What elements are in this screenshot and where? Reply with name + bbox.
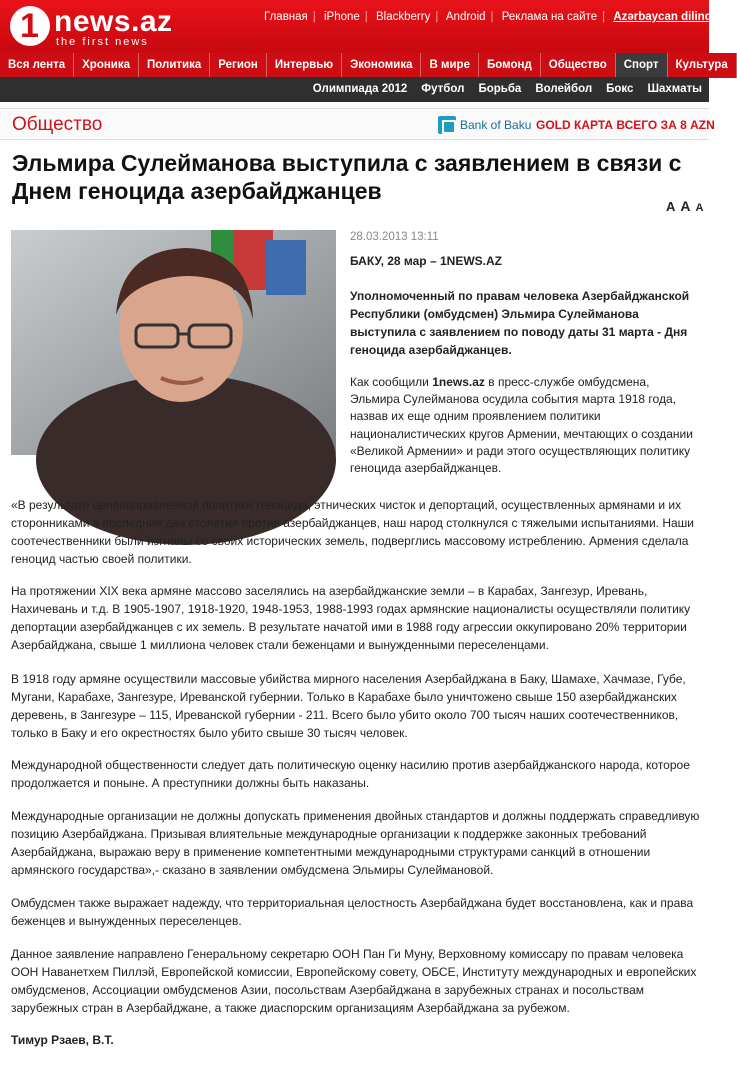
article-headline: Эльмира Сулейманова выступила с заявлением в связи с Днем геноцида азербайджанцев: [12, 150, 682, 204]
intro-prefix: Как сообщили: [350, 375, 433, 389]
section-title[interactable]: Общество: [12, 114, 103, 135]
portrait-image: [11, 230, 336, 455]
site-logo[interactable]: [10, 4, 190, 48]
article-paragraph: Омбудсмен также выражает надежду, что территориальная целостность Азербайджана будет восстановлена, как и права беженцев и вынужденных переселенцев.: [11, 896, 694, 928]
top-link-home[interactable]: Главная: [264, 11, 308, 23]
top-link-android[interactable]: Android: [445, 11, 486, 23]
submenu-item-volleyball[interactable]: Волейбол: [535, 83, 593, 95]
menu-item-culture[interactable]: Культура: [668, 53, 737, 78]
menu-item-region[interactable]: Регион: [210, 53, 267, 78]
logo-number: 1: [20, 7, 39, 45]
submenu-item-wrestling[interactable]: Борьба: [478, 83, 522, 95]
menu-item-world[interactable]: В мире: [421, 53, 479, 78]
separator: |: [435, 11, 439, 23]
section-bar: [0, 108, 715, 140]
article-photo: [11, 230, 336, 455]
submenu-item-boxing[interactable]: Бокс: [606, 83, 634, 95]
font-size-controls: [661, 198, 703, 214]
menu-item-interview[interactable]: Интервью: [267, 53, 342, 78]
menu-item-society[interactable]: Общество: [541, 53, 616, 78]
menu-item-politics[interactable]: Политика: [139, 53, 210, 78]
separator: |: [312, 11, 316, 23]
menu-item-chronicle[interactable]: Хроника: [74, 53, 139, 78]
article-date: 28.03.2013 13:11: [350, 231, 439, 243]
article-paragraph: Международной общественности следует дать политическую оценку насилию против азербайджанского народа, которое продолжается и поныне. А преступники должны быть наказаны.: [11, 758, 690, 790]
article-paragraph: В 1918 году армяне осуществили массовые убийства мирного населения Азербайджана в Баку, Шамахе, Хачмазе, Губе, Мугани, Карабахе, Зангезуре, Иреванской губернии. Только в Карабахе было уничтожено свыше 150 азербайджанских деревень, в Зангезуре – 115, Иреванской губернии - 211. Всего было убито около 700 тысяч наших соотечественников, только в Баку и его окрестностях было убито свыше 30 тысяч человек.: [11, 672, 686, 740]
main-menu: [0, 52, 728, 77]
site-header: [0, 0, 719, 52]
menu-item-sport[interactable]: Спорт: [616, 53, 668, 78]
top-link-blackberry[interactable]: Blackberry: [376, 11, 431, 23]
intro-rest: в пресс-службе омбудсмена, Эльмира Сулейманова осудила события марта 1918 года, назвав их еще одним проявлением политики националистических кругов Армении, мечтающих о создании «Великой Армении» и ради этого осуществляющих политику геноцида азербайджанцев.: [350, 375, 693, 476]
submenu-item-olympics[interactable]: Олимпиада 2012: [312, 83, 408, 95]
menu-item-bomond[interactable]: Бомонд: [479, 53, 541, 78]
article-dateline: БАКУ, 28 мар – 1NEWS.AZ: [350, 254, 502, 268]
menu-item-all-feed[interactable]: Вся лента: [0, 53, 74, 78]
separator: |: [364, 11, 368, 23]
top-link-iphone[interactable]: iPhone: [323, 11, 360, 23]
article-paragraph-intro: [350, 374, 702, 477]
source-name: 1news.az: [432, 375, 485, 389]
logo-name: news.az: [54, 5, 173, 38]
separator: |: [602, 11, 606, 23]
separator: |: [490, 11, 494, 23]
article-paragraph: Международные организации не должны допускать применения двойных стандартов и должны поддержать справедливую позицию Азербайджана. Призывая влиятельные международные организации к поддержке законных требований Азербайджана, выражаю веру в применение компетентными международными структурами санкций в отношении армянского государства»,- сказано в заявлении омбудсмена Эльмиры Сулеймановой.: [11, 809, 700, 877]
article-paragraph: Данное заявление направлено Генеральному секретарю ООН Пан Ги Муну, Верховному комиссару по правам человека ООН Наванетхем Пиллэй, Европейской комиссии, Европейскому совету, ОБСЕ, Институту международных и европейских омбудсменов, Ассоциации омбудсменов Азии, посольствам Азербайджана в зарубежных странах и посольствам зарубежных стран в Азербайджане, а также диаспорским организациям Азербайджана за рубежом.: [11, 947, 697, 1015]
font-size-large-button[interactable]: A: [695, 202, 704, 214]
font-size-medium-button[interactable]: A: [680, 198, 691, 214]
submenu-item-chess[interactable]: Шахматы: [647, 83, 702, 95]
submenu-item-football[interactable]: Футбол: [421, 83, 465, 95]
article-paragraph: «В результате целенаправленной политики геноцида, этнических чисток и депортаций, осуществленных армянами и их сторонниками в последние два столетия против азербайджанцев, наш народ столкнулся с тяжелыми испытаниями. Наши соотечественники были изгнаны со своих исторических земель, подверглись массовому истреблению. Армения сделала геноцид частью своей политики.: [11, 498, 695, 566]
menu-item-economy[interactable]: Экономика: [342, 53, 421, 78]
sport-submenu: [0, 77, 709, 102]
ad-bank-name[interactable]: Bank of Baku: [460, 118, 532, 132]
language-link-azerbaijani[interactable]: Azərbaycan dilində: [613, 11, 719, 23]
logo-tagline: the first news: [56, 36, 149, 48]
article-paragraph: На протяжении XIX века армяне массово заселялись на азербайджанские земли – в Карабах, Зангезур, Иревань, Нахичевань и т.д. В 1905-1907, 1918-1920, 1948-1953, 1988-1993 годах армянские националисты осуществляли политику депортации азербайджанцев с их земель. В результате начатой ими в 1988 году агрессии оккупировано 20% территории Азербайджана, свыше 1 миллиона человек стали беженцами и вынужденными переселенцами.: [11, 584, 691, 652]
ad-promo-text[interactable]: GOLD КАРТА ВСЕГО ЗА 8 AZN: [536, 118, 715, 132]
top-nav: [264, 11, 718, 23]
font-size-small-button[interactable]: A: [666, 199, 676, 214]
article-author: Тимур Рзаев, В.Т.: [11, 1033, 114, 1047]
top-link-advertising[interactable]: Реклама на сайте: [501, 11, 598, 23]
article-lead: Уполномоченный по правам человека Азербайджанской Республики (омбудсмен) Эльмира Сулейманова выступила с заявлением по поводу даты 31 марта - Дня геноцида азербайджанцев.: [350, 289, 690, 357]
bank-logo-icon[interactable]: [438, 116, 456, 134]
